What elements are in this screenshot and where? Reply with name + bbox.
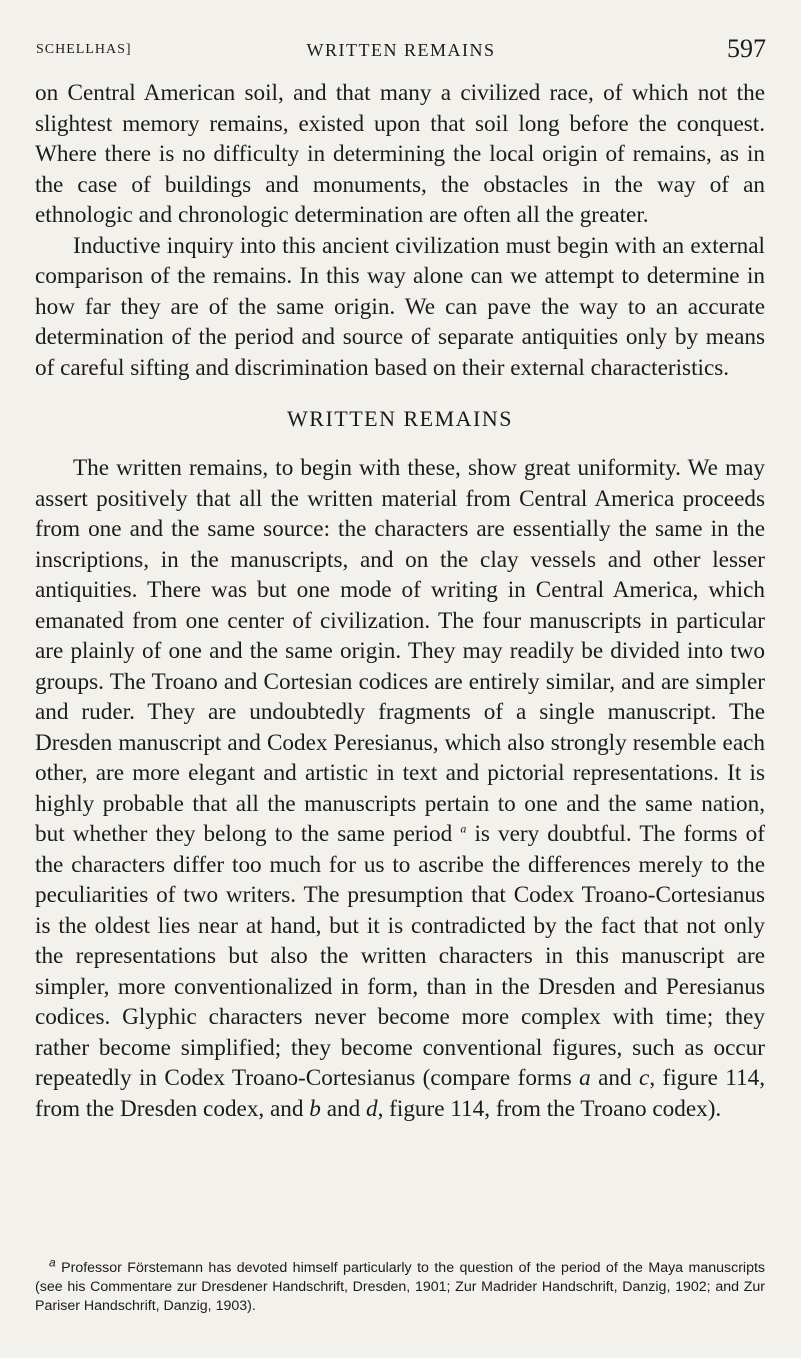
paragraph-inductive-inquiry: Inductive inquiry into this ancient civilization must begin with an external comparison of the remains. In this way alone can we attempt to determine in how far they are of the same origin. We can pave the way to an accurate determination of the period and source of separate antiquities only by means of careful sifting and discrimination based on their external characteristics. [35,232,765,381]
section-heading: WRITTEN REMAINS [287,406,513,431]
form-label: d [365,1095,378,1122]
opening-text [35,78,765,383]
footnote-reference: a [460,821,467,836]
running-header [36,34,766,68]
footnote-text [35,1255,765,1316]
text-segment: is very doubtful. The forms of the characters differ too much for us to ascribe the differences merely to the peculiarities of two writers. The presumption that Codex Troano-Cortesianus is the oldest lies near at hand, but it is contradicted by the fact that not only the representations but also the written characters in this manuscript are simpler, more conventionalized in form, than in the Dresden and Peresianus codices. Glyphic characters never become more complex with time; they rather become simplified; they become conventional figures, such as occur repeatedly in Codex Troano-Cortesianus (compare forms [35,821,765,1091]
text-segment: and [320,1095,366,1122]
form-label: a [579,1065,591,1091]
form-label: c [639,1065,650,1091]
text-segment: , figure 114, from the Troano codex). [377,1095,722,1122]
section-text [35,453,765,1124]
paragraph-written-remains [35,453,765,1124]
footnote-body: Professor Förstemann has devoted himself particularly to the question of the period of the Maya manuscripts (see his Commentare zur Dresdener Handschrift, Dresden, 1901; Zur Madrider Handschrift, Danzig, 1902; and Zur Pariser Handschrift, Danzig, 1903). [35,1260,765,1314]
paragraph-continued: on Central American soil, and that many a civilized race, of which not the slightest memory remains, existed upon that soil long before the conquest. Where there is no difficulty in determining the local origin of remains, as in the case of buildings and monuments, the obstacles in the way of an ethnologic and chronologic determination are often all the greater. [35,80,765,228]
text-segment: The written remains, to begin with these, show great uniformity. We may assert positively that all the written material from Central America proceeds from one and the same source: the characters are essentially the same in the inscriptions, in the manuscripts, and on the clay vessels and other lesser antiquities. There was but one mode of writing in Central America, which emanated from one center of civilization. The four manuscripts in particular are plainly of one and the same origin. They may readily be divided into two groups. The Troano and Cortesian codices are entirely similar, and are simpler and ruder. They are undoubtedly fragments of a single manuscript. The Dresden manuscript and Codex Peresianus, which also strongly resemble each other, are more elegant and artistic in text and pictorial representations. It is highly probable that all the manuscripts pertain to one and the same nation, but whether they belong to the same period [35,455,765,847]
running-head-title: WRITTEN REMAINS [306,40,496,60]
form-label: b [309,1095,321,1122]
footnote [35,1255,765,1316]
text-segment: , figure 114, from the Dresden codex, and [35,1065,765,1122]
text-segment: and [590,1065,640,1091]
footnote-marker: a [49,1255,56,1270]
running-head-author: SCHELLHAS] [36,42,132,57]
page-number: 597 [727,34,766,63]
